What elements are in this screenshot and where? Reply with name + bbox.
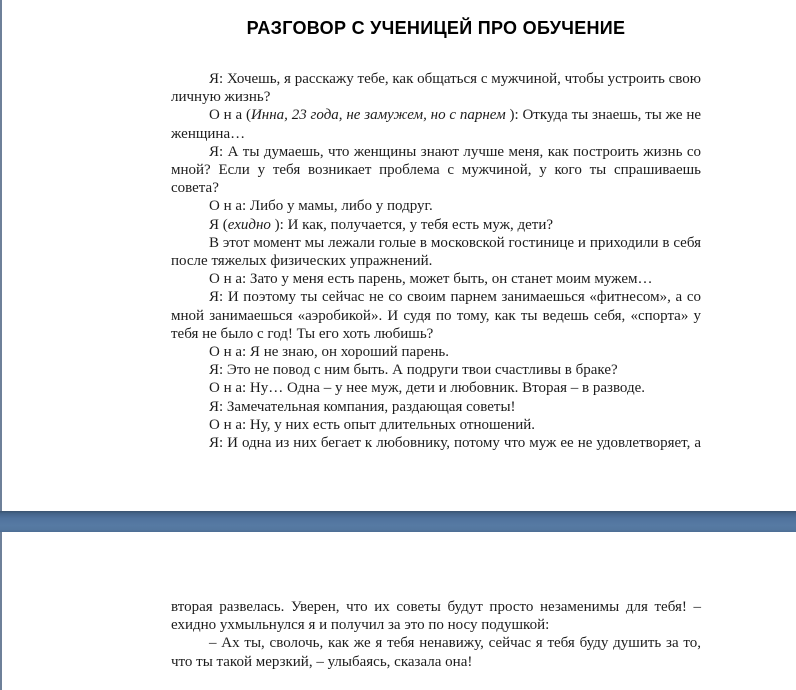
page-2-content (171, 598, 701, 671)
paragraph (171, 197, 701, 215)
paragraph (171, 234, 701, 270)
text-run: Я: И одна из них бегает к любовнику, потому что муж ее не удовлетворяет, а (209, 435, 701, 452)
window-left-border (0, 0, 2, 690)
italic-text-run: Инна, 23 года, не замужем, но с парнем (250, 107, 506, 124)
paragraph (171, 288, 701, 343)
text-run: ): Откуда ты знаешь, ты же не женщина… (171, 107, 702, 142)
text-run: – Ах ты, сволочь, как же я тебя ненавижу, сейчас я тебя буду душить за то, что ты такой мерзкий, – улыбаясь, сказала она! (171, 635, 701, 670)
paragraph (171, 434, 701, 452)
paragraph (171, 270, 701, 288)
page-1-content (171, 16, 701, 452)
text-run: Я: Замечательная компания, раздающая советы! (209, 398, 516, 415)
text-run: О н а: Либо у мамы, либо у подруг. (209, 198, 433, 215)
paragraph (171, 379, 701, 397)
text-run: О н а: Ну, у них есть опыт длительных отношений. (209, 416, 536, 433)
paragraph (171, 216, 701, 234)
paragraph (171, 398, 701, 416)
page-2 (0, 532, 796, 690)
text-run: Я: И поэтому ты сейчас не со своим парнем занимаешься «фитнесом», а со мной занимаешься «аэробикой». И судя по тому, как ты ведешь себя, «спорта» у тебя не было с год! Ты его хоть любишь? (171, 289, 701, 342)
text-run: Я ( (209, 216, 228, 233)
page-2-text (171, 598, 701, 671)
page-1-text (171, 70, 701, 452)
paragraph (171, 361, 701, 379)
text-run: Я: Это не повод с ним быть. А подруги твои счастливы в браке? (209, 362, 618, 379)
paragraph (171, 70, 701, 106)
paragraph (171, 634, 701, 670)
text-run: вторая развелась. Уверен, что их советы будут просто незаменимы для тебя! – ехидно ухмыльнулся я и получил за это по носу подушкой: (171, 599, 701, 634)
italic-text-run: ехидно (227, 216, 271, 233)
paragraph (171, 143, 701, 198)
page-separator-band (0, 511, 796, 532)
text-run: О н а: Зато у меня есть парень, может быть, он станет моим мужем… (209, 271, 653, 288)
text-run: О н а: Ну… Одна – у нее муж, дети и любовник. Вторая – в разводе. (209, 380, 646, 397)
paragraph (171, 416, 701, 434)
text-run: В этот момент мы лежали голые в московской гостинице и приходили в себя после тяжелых физических упражнений. (171, 234, 701, 270)
text-run: ): И как, получается, у тебя есть муж, дети? (270, 216, 554, 233)
text-run: О н а ( (209, 107, 251, 124)
document-title: РАЗГОВОР С УЧЕНИЦЕЙ ПРО ОБУЧЕНИЕ (246, 18, 626, 38)
text-run: Я: А ты думаешь, что женщины знают лучше меня, как построить жизнь со мной? Если у тебя возникает проблема с мужчиной, у кого ты спрашиваешь совета? (171, 143, 701, 197)
paragraph (171, 598, 701, 634)
paragraph (171, 343, 701, 361)
text-run: Я: Хочешь, я расскажу тебе, как общаться с мужчиной, чтобы устроить свою личную жизнь? (171, 71, 701, 106)
paragraph (171, 106, 701, 142)
text-run: О н а: Я не знаю, он хороший парень. (209, 344, 449, 361)
